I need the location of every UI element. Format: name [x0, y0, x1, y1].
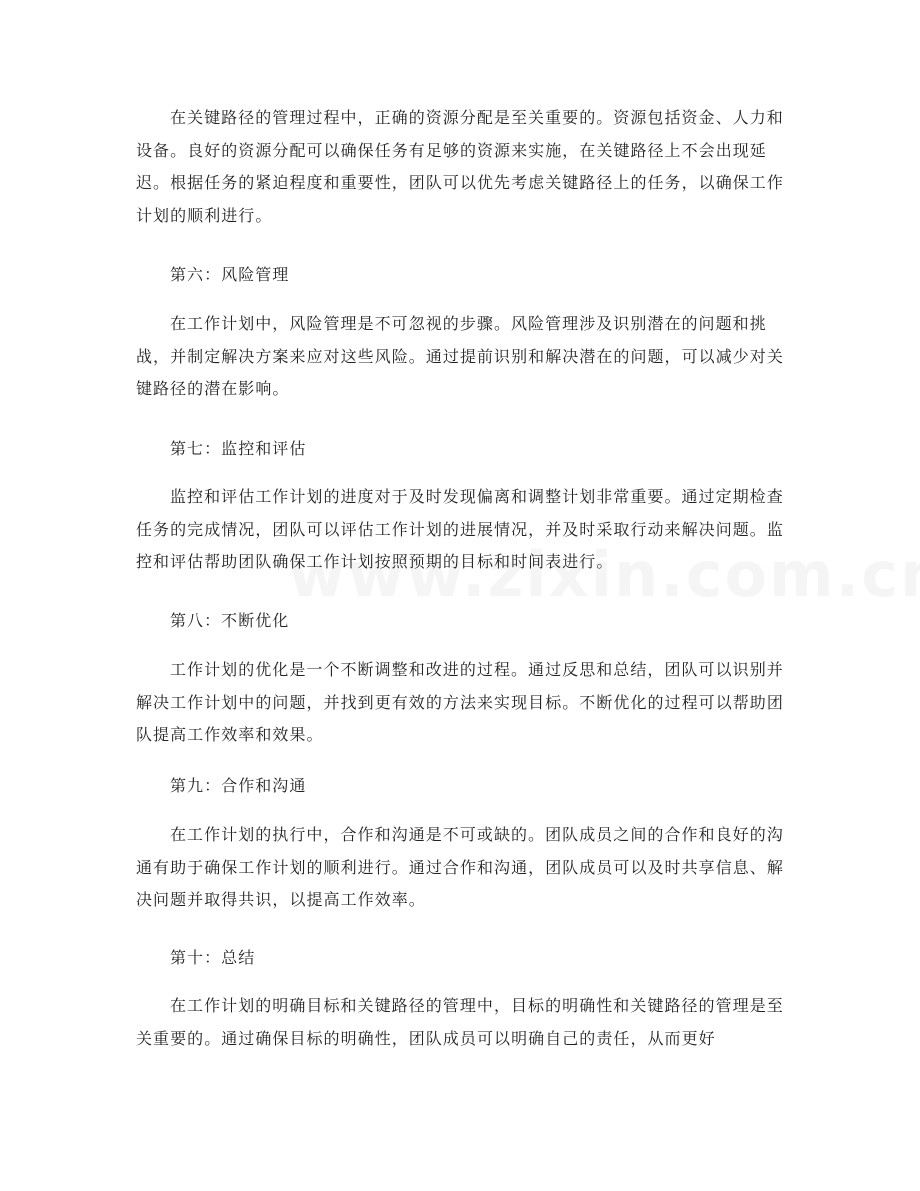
paragraph-risk-management: 在工作计划中，风险管理是不可忽视的步骤。风险管理涉及识别潜在的问题和挑战，并制定解决方案来应对这些风险。通过提前识别和解决潜在的问题，可以减少对关键路径的潜在影响。: [136, 314, 784, 398]
paragraph-continuous-optimization: 工作计划的优化是一个不断调整和改进的过程。通过反思和总结，团队可以识别并解决工作计划中的问题，并找到更有效的方法来实现目标。不断优化的过程可以帮助团队提高工作效率和效果。: [136, 660, 784, 744]
paragraph-monitoring-evaluation: 监控和评估工作计划的进度对于及时发现偏离和调整计划非常重要。通过定期检查任务的完成情况，团队可以评估工作计划的进展情况，并及时采取行动来解决问题。监控和评估帮助团队确保工作计划按照预期的目标和时间表进行。: [136, 487, 784, 571]
heading-monitoring-evaluation: 第七：监控和评估: [170, 439, 307, 458]
paragraph-resource-allocation: 在关键路径的管理过程中，正确的资源分配是至关重要的。资源包括资金、人力和设备。良好的资源分配可以确保任务有足够的资源来实施，在关键路径上不会出现延迟。根据任务的紧迫程度和重要性，团队可以优先考虑关键路径上的任务，以确保工作计划的顺利进行。: [136, 108, 784, 225]
paragraph-cooperation-communication: 在工作计划的执行中，合作和沟通是不可或缺的。团队成员之间的合作和良好的沟通有助于确保工作计划的顺利进行。通过合作和沟通，团队成员可以及时共享信息、解决问题并取得共识，以提高工作效率。: [136, 825, 784, 909]
heading-risk-management: 第六：风险管理: [170, 265, 290, 284]
heading-cooperation-communication: 第九：合作和沟通: [170, 776, 307, 795]
heading-continuous-optimization: 第八：不断优化: [170, 611, 290, 630]
paragraph-summary: 在工作计划的明确目标和关键路径的管理中，目标的明确性和关键路径的管理是至关重要的。通过确保目标的明确性，团队成员可以明确自己的责任，从而更好: [136, 996, 784, 1048]
heading-summary: 第十：总结: [170, 948, 256, 967]
